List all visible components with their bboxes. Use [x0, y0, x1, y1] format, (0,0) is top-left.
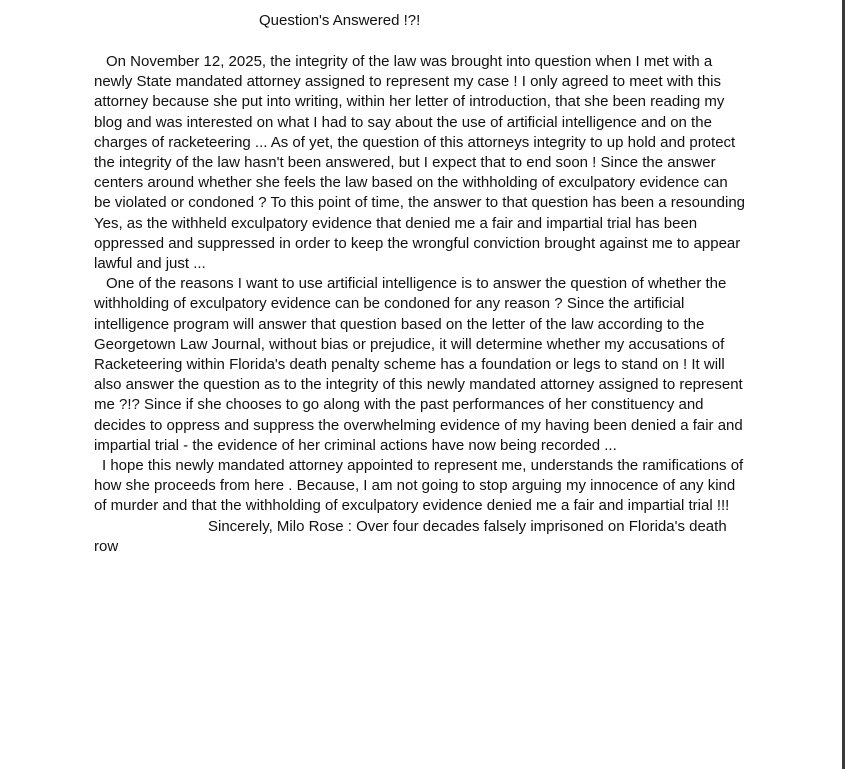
document-title: Question's Answered !?!: [259, 12, 421, 29]
document-body: [94, 52, 746, 557]
paragraph-1: On November 12, 2025, the integrity of the law was brought into question when I met with a newly State mandated attorney assigned to represent my case ! I only agreed to meet with this attorney because she put into writing, within her letter of introduction, that she been reading my blog and was interested on what I had to say about the use of artificial intelligence and on the charges of racketeering ... As of yet, the question of this attorneys integrity to up hold and protect the integrity of the law hasn't been answered, but I expect that to end soon ! Since the answer centers around whether she feels the law based on the withholding of exculpatory evidence can be violated or condoned ? To this point of time, the answer to that question has been a resounding Yes, as the withheld exculpatory evidence that denied me a fair and impartial trial has been oppressed and suppressed in order to keep the wrongful conviction brought against me to appear lawful and just ...: [94, 53, 745, 273]
paragraph-3: I hope this newly mandated attorney appointed to represent me, understands the ramifications of how she proceeds from here . Because, I am not going to stop arguing my innocence of any kind of murder and that the withholding of exculpatory evidence denied me a fair and impartial trial !!!: [94, 457, 744, 515]
signature-line: Sincerely, Milo Rose : Over four decades falsely imprisoned on Florida's death row: [94, 517, 727, 555]
paragraph-2: One of the reasons I want to use artificial intelligence is to answer the question of whether the withholding of exculpatory evidence can be condoned for any reason ? Since the artificial intelligence program will answer that question based on the letter of the law according to the Georgetown Law Journal, without bias or prejudice, it will determine whether my accusations of Racketeering within Florida's death penalty scheme has a foundation or legs to stand on ! It will also answer the question as to the integrity of this newly mandated attorney assigned to represent me ?!? Since if she chooses to go along with the past performances of her constituency and decides to oppress and suppress the overwhelming evidence of my having been denied a fair and impartial trial - the evidence of her criminal actions have now being recorded ...: [94, 275, 743, 454]
